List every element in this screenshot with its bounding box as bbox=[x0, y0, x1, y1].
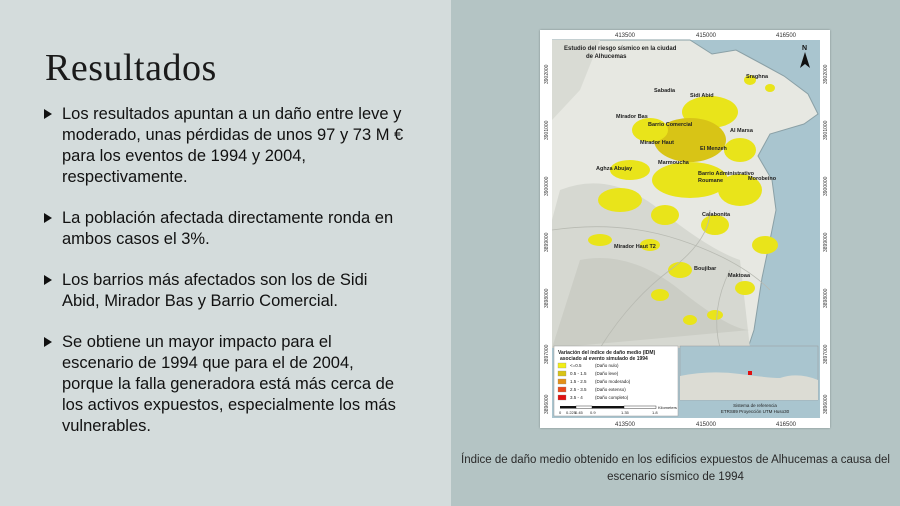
bottom-tick: 416500 bbox=[776, 422, 797, 428]
bottom-tick: 415000 bbox=[696, 422, 717, 428]
place-label: Roumane bbox=[698, 178, 724, 184]
left-tick: 3902000 bbox=[544, 64, 550, 84]
bottom-axis bbox=[615, 422, 797, 428]
right-tick: 3901000 bbox=[823, 120, 829, 140]
bottom-tick: 413500 bbox=[615, 422, 636, 428]
top-tick: 416500 bbox=[776, 33, 797, 39]
left-axis bbox=[544, 64, 550, 414]
place-label: Sabadia bbox=[654, 88, 676, 94]
place-label: Barrio Comercial bbox=[648, 122, 693, 128]
left-tick: 3900000 bbox=[544, 176, 550, 196]
top-tick: 415000 bbox=[696, 33, 717, 39]
legend-range: 3.5 - 4 bbox=[570, 395, 583, 400]
right-tick: 3900000 bbox=[823, 176, 829, 196]
north-label: N bbox=[802, 45, 808, 52]
map-title-line: Estudio del riesgo sísmico en la ciudad bbox=[564, 46, 677, 52]
place-label: Sidi Abid bbox=[690, 93, 714, 99]
place-label: Mirador Haut bbox=[640, 140, 674, 146]
place-label: Al Marsa bbox=[730, 128, 753, 134]
left-tick: 3899000 bbox=[544, 232, 550, 252]
bullet-text: Los resultados apuntan a un daño entre leve y moderado, unas pérdidas de unos 97 y 73 M € para los eventos de 1994 y 2004, respectivamente. bbox=[62, 105, 404, 186]
place-label: Aghza Abujay bbox=[596, 166, 633, 172]
right-tick: 3897000 bbox=[823, 344, 829, 364]
legend-label: (Daño moderado) bbox=[595, 379, 631, 384]
legend-label: (Daño nulo) bbox=[595, 363, 619, 368]
scale-unit: Kilometers bbox=[658, 405, 677, 410]
legend-title: asociado al evento simulado de 1994 bbox=[560, 356, 648, 362]
bullet-item bbox=[44, 104, 404, 188]
right-axis bbox=[823, 64, 829, 414]
top-axis bbox=[615, 33, 797, 39]
place-label: Mirador Haut T2 bbox=[614, 244, 656, 250]
place-label: Morobeino bbox=[748, 176, 777, 182]
legend-range: <=0.5 bbox=[570, 363, 582, 368]
bullet-triangle-icon bbox=[44, 275, 52, 285]
legend-range: 2.5 - 3.5 bbox=[570, 387, 587, 392]
inset-location-marker bbox=[748, 371, 752, 375]
slide-title: Resultados bbox=[45, 47, 217, 89]
place-label: Barrio Administrativo bbox=[698, 171, 755, 177]
right-tick: 3899000 bbox=[823, 232, 829, 252]
left-tick: 3896000 bbox=[544, 394, 550, 414]
left-tick: 3898000 bbox=[544, 288, 550, 308]
right-tick: 3902000 bbox=[823, 64, 829, 84]
bullet-item bbox=[44, 208, 404, 250]
left-tick: 3897000 bbox=[544, 344, 550, 364]
legend-swatch bbox=[558, 379, 566, 384]
map-title-line: de Alhucemas bbox=[586, 54, 627, 60]
scale-tick: 0.225 bbox=[566, 410, 577, 415]
ref-line: ETRS89 Proyección UTM Huso30 bbox=[720, 409, 790, 414]
legend-range: 1.5 - 2.5 bbox=[570, 379, 587, 384]
legend-title: Variación del índice de daño medio (IDM) bbox=[558, 350, 656, 356]
place-label: Mirador Bas bbox=[616, 114, 648, 120]
legend-swatch bbox=[558, 371, 566, 376]
legend-swatch bbox=[558, 387, 566, 392]
figure-caption: Índice de daño medio obtenido en los edificios expuestos de Alhucemas a causa del escenario sísmico de 1994 bbox=[461, 454, 890, 483]
place-label: Boujibar bbox=[694, 266, 717, 272]
place-label: Marmoucha bbox=[658, 160, 689, 166]
scale-tick: 1.8 bbox=[652, 410, 658, 415]
damage-map bbox=[540, 30, 830, 428]
ref-line: Sistema de referencia bbox=[733, 403, 777, 408]
inset-land bbox=[680, 372, 818, 400]
bullet-text: La población afectada directamente ronda en ambos casos el 3%. bbox=[62, 209, 394, 248]
top-tick: 413500 bbox=[615, 33, 636, 39]
map-svg bbox=[540, 30, 830, 428]
legend-label: (Daño completo) bbox=[595, 395, 629, 400]
place-label: Sraghna bbox=[746, 74, 769, 80]
place-label: El Menzeh bbox=[700, 146, 727, 152]
bullet-text: Los barrios más afectados son los de Sidi Abid, Mirador Bas y Barrio Comercial. bbox=[62, 271, 368, 310]
legend-range: 0.5 - 1.5 bbox=[570, 371, 587, 376]
scale-tick: 0.9 bbox=[590, 410, 596, 415]
bullet-item bbox=[44, 270, 404, 312]
legend-swatch bbox=[558, 395, 566, 400]
place-label: Maktoaa bbox=[728, 273, 751, 279]
bullet-text: Se obtiene un mayor impacto para el escenario de 1994 que para el de 2004, porque la falla generadora está más cerca de los activos expuestos, especialmente los más vulnerables. bbox=[62, 333, 396, 435]
left-tick: 3901000 bbox=[544, 120, 550, 140]
scale-tick: 0 bbox=[559, 410, 562, 415]
scale-tick: 0.45 bbox=[575, 410, 583, 415]
place-label: Calabonita bbox=[702, 212, 731, 218]
legend-label: (Daño extenso) bbox=[595, 387, 626, 392]
legend-swatch bbox=[558, 363, 566, 368]
right-tick: 3898000 bbox=[823, 288, 829, 308]
bullet-list bbox=[44, 104, 404, 457]
legend-label: (Daño leve) bbox=[595, 371, 619, 376]
bullet-triangle-icon bbox=[44, 337, 52, 347]
bullet-item bbox=[44, 332, 404, 437]
right-tick: 3896000 bbox=[823, 394, 829, 414]
bullet-triangle-icon bbox=[44, 213, 52, 223]
scale-tick: 1.35 bbox=[621, 410, 629, 415]
bullet-triangle-icon bbox=[44, 109, 52, 119]
